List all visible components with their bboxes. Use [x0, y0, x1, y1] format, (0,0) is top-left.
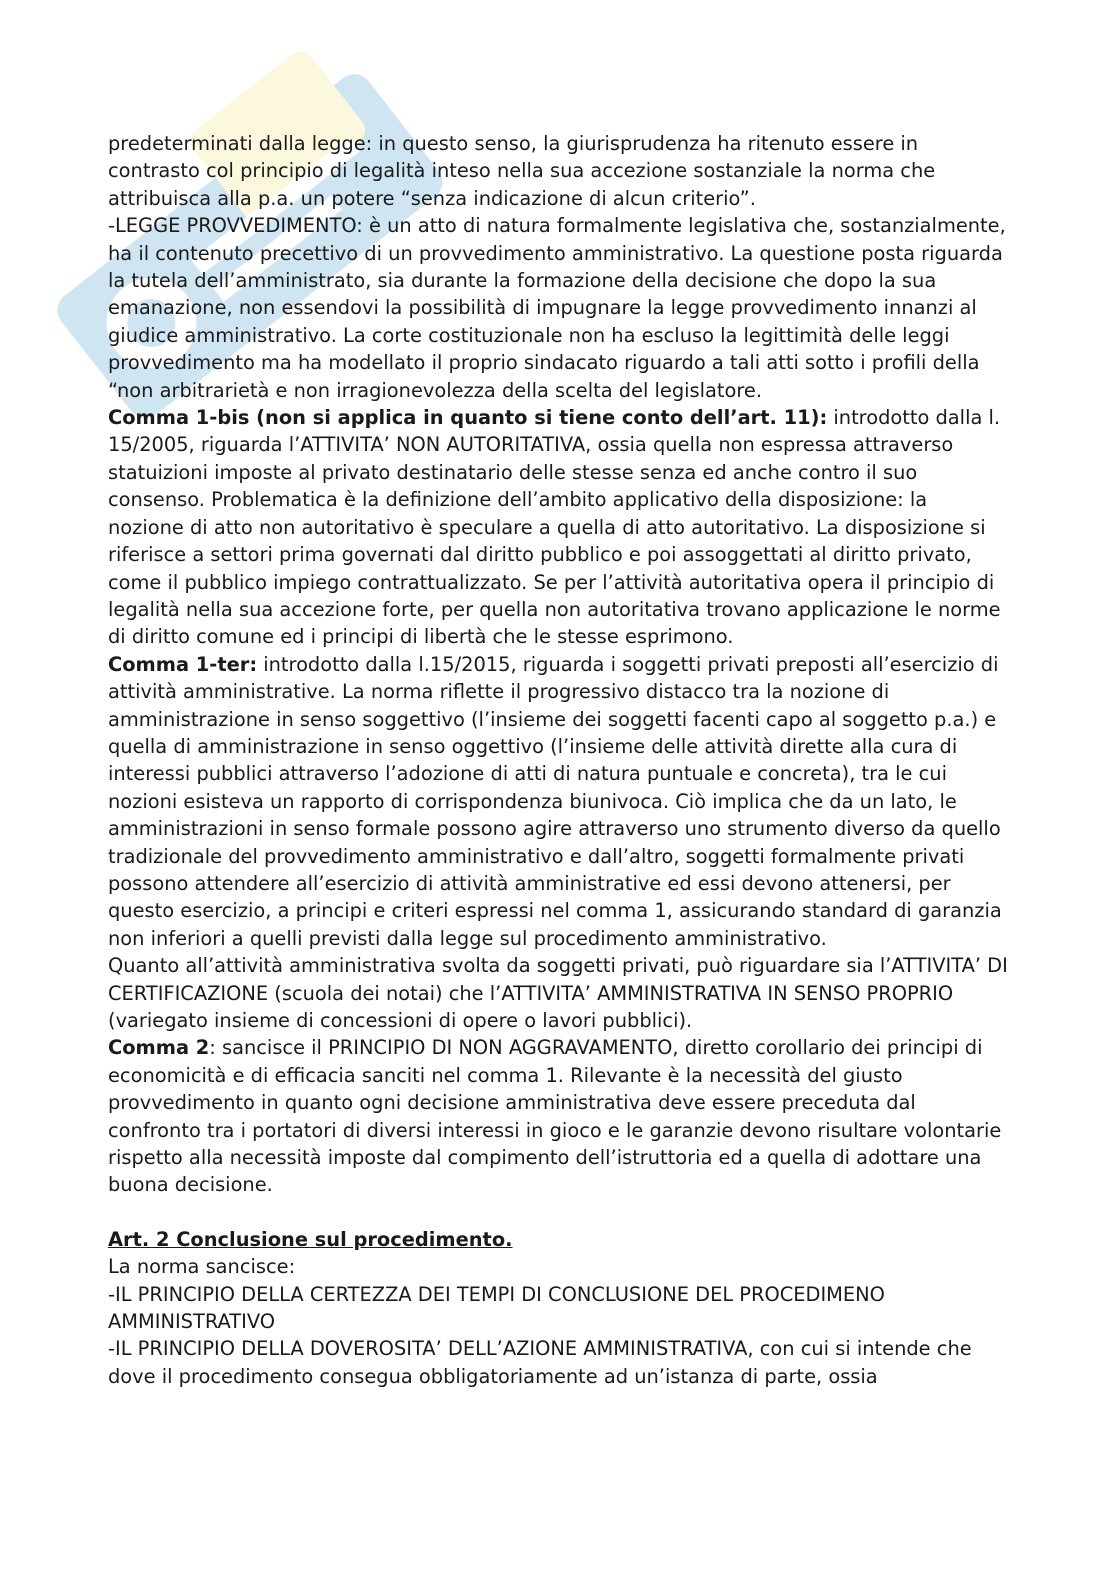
section-heading-art-2: Art. 2 Conclusione sul procedimento.: [108, 1227, 513, 1251]
paragraph-intro: predeterminati dalla legge: in questo senso, la giurisprudenza ha ritenuto essere in contrasto col principio di legalità inteso nella sua accezione sostanziale la norma che attribuisca alla p.a. un potere “senza indicazione di alcun criterio”.: [108, 132, 936, 210]
paragraph-comma-1-bis: [108, 404, 1008, 651]
paragraph-art-2-intro: La norma sancisce:: [108, 1255, 296, 1279]
document-body: [108, 130, 1008, 1390]
list-item-doverosita: -IL PRINCIPIO DELLA DOVEROSITA’ DELL’AZIONE AMMINISTRATIVA, con cui si intende che dove il procedimento consegua obbligatoriamente ad un’istanza di parte, ossia: [108, 1337, 972, 1388]
comma-1-ter-text: introdotto dalla l.15/2015, riguarda i soggetti privati preposti all’esercizio di attività amministrative. La norma riflette il progressivo distacco tra la nozione di amministrazione in senso soggettivo (l’insieme dei soggetti facenti capo al soggetto p.a.) e quella di amministrazione in senso oggettivo (l’insieme delle attività dirette alla cura di interessi pubblici attraverso l’adozione di atti di natura puntuale e concreta), tra le cui nozioni esisteva un rapporto di corrispondenza biunivoca. Ciò implica che da un lato, le amministrazioni in senso formale possono agire attraverso uno strumento diverso da quello tradizionale del provvedimento amministrativo e dall’altro, soggetti formalmente privati possono attendere all’esercizio di attività amministrative ed essi devono attenersi, per questo esercizio, a principi e criteri espressi nel comma 1, assicurando standard di garanzia non inferiori a quelli previsti dalla legge sul procedimento amministrativo.: [108, 652, 1002, 950]
comma-1-ter-label: Comma 1-ter:: [108, 652, 258, 676]
comma-1-bis-label: Comma 1-bis (non si applica in quanto si tiene conto dell’art. 11):: [108, 406, 828, 430]
comma-2-text: : sancisce il PRINCIPIO DI NON AGGRAVAMENTO, diretto corollario dei principi di economicità e di efficacia sanciti nel comma 1. Rilevante è la necessità del giusto provvedimento in quanto ogni decisione amministrativa deve essere preceduta dal confronto tra i portatori di diversi interessi in gioco e le garanzie devono risultare volontarie rispetto alla necessità imposte dal compimento dell’istruttoria ed a quella di adottare una buona decisione.: [108, 1036, 1002, 1197]
section-spacer: [108, 1199, 1008, 1226]
paragraph-attivita-privati: Quanto all’attività amministrativa svolta da soggetti privati, può riguardare sia l’ATTIVITA’ DI CERTIFICAZIONE (scuola dei notai) che l’ATTIVITA’ AMMINISTRATIVA IN SENSO PROPRIO (variegato insieme di concessioni di opere o lavori pubblici).: [108, 954, 1008, 1032]
comma-1-bis-text: introdotto dalla l. 15/2005, riguarda l’ATTIVITA’ NON AUTORITATIVA, ossia quella non espressa attraverso statuizioni imposte al privato destinatario delle stesse senza ed anche contro il suo consenso. Problematica è la definizione dell’ambito applicativo della disposizione: la nozione di atto non autoritativo è speculare a quella di atto autoritativo. La disposizione si riferisce a settori prima governati dal diritto pubblico e poi assoggettati al diritto privato, come il pubblico impiego contrattualizzato. Se per l’attività autoritativa opera il principio di legalità nella sua accezione forte, per quella non autoritativa trovano applicazione le norme di diritto comune ed i principi di libertà che le stesse esprimono.: [108, 406, 1001, 649]
comma-2-label: Comma 2: [108, 1036, 210, 1060]
paragraph-legge-provvedimento: -LEGGE PROVVEDIMENTO: è un atto di natura formalmente legislativa che, sostanzialmente, ha il contenuto precettivo di un provvedimento amministrativo. La questione posta riguarda la tutela dell’amministrato, sia durante la formazione della decisione che dopo la sua emanazione, non essendovi la possibilità di impugnare la legge provvedimento innanzi al giudice amministrativo. La corte costituzionale non ha escluso la legittimità delle leggi provvedimento ma ha modellato il proprio sindacato riguardo a tali atti sotto i profili della “non arbitrarietà e non irragionevolezza della scelta del legislatore.: [108, 214, 1006, 402]
paragraph-comma-2: [108, 1034, 1008, 1198]
list-item-certezza-tempi: -IL PRINCIPIO DELLA CERTEZZA DEI TEMPI DI CONCLUSIONE DEL PROCEDIMENO AMMINISTRATIVO: [108, 1282, 885, 1334]
paragraph-comma-1-ter: [108, 651, 1008, 952]
